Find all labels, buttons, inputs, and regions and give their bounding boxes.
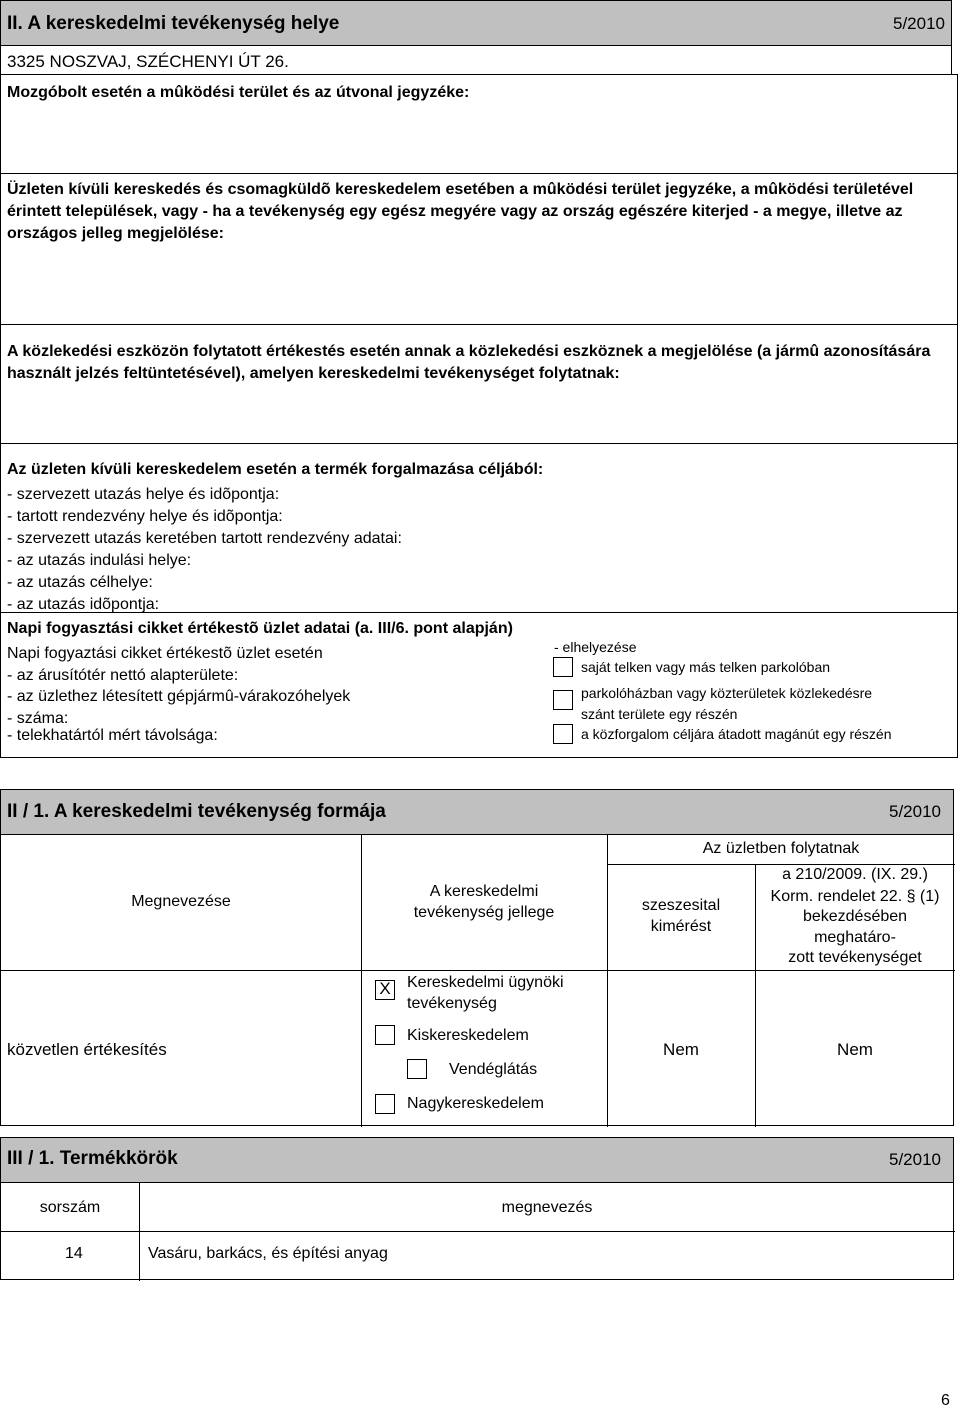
outside-trade-label: Üzleten kívüli kereskedés és csomagküldõ kereskedelem esetében a mûködési terület jegyzéke, a mûködési területével érintett települések, vagy - ha a tevékenység egy egész megyére vagy az ország egészére kiterjed - a megye, illetve az országos jelleg megjelölése: bbox=[7, 181, 914, 242]
header-body-divider bbox=[1, 1231, 955, 1232]
placement-option-label: parkolóházban vagy közterületek közlekedésre bbox=[581, 685, 873, 701]
purpose-box bbox=[0, 443, 958, 613]
col-header-name: Megnevezése bbox=[131, 893, 231, 910]
daily-goods-item: - telekhatártól mért távolsága: bbox=[7, 727, 218, 744]
nature-option-label: Kereskedelmi ügynöki bbox=[407, 974, 564, 991]
address-row bbox=[0, 45, 952, 75]
purpose-item: - szervezett utazás keretében tartott rendezvény adatai: bbox=[7, 530, 402, 547]
purpose-item: - szervezett utazás helye és idõpontja: bbox=[7, 486, 280, 503]
daily-goods-item: - száma: bbox=[7, 710, 69, 727]
daily-goods-box bbox=[0, 612, 958, 758]
nature-checkbox-retail[interactable] bbox=[375, 1025, 395, 1045]
product-row-name: Vasáru, barkács, és építési anyag bbox=[148, 1245, 388, 1262]
section-iii1-code: 5/2010 bbox=[889, 1150, 941, 1169]
col-header-other: a 210/2009. (IX. 29.) bbox=[782, 866, 928, 883]
col-header-other: zott tevékenységet bbox=[788, 949, 922, 966]
col-header-no: sorszám bbox=[39, 1199, 101, 1216]
placement-checkbox-private-road[interactable] bbox=[553, 724, 573, 744]
col-header-nature: A kereskedelmi bbox=[429, 883, 539, 900]
placement-checkbox-garage[interactable] bbox=[553, 690, 573, 710]
section-ii-code: 5/2010 bbox=[893, 14, 945, 33]
purpose-item: - az utazás idõpontja: bbox=[7, 596, 160, 613]
placement-option-label: szánt területe egy részén bbox=[581, 706, 738, 722]
other-activity-value: Nem bbox=[837, 1040, 873, 1059]
section-ii-title: II. A kereskedelmi tevékenység helye bbox=[7, 13, 340, 34]
nature-option-label: Nagykereskedelem bbox=[407, 1095, 544, 1112]
placement-label: - elhelyezése bbox=[554, 639, 637, 655]
nature-option-label: Vendéglátás bbox=[449, 1061, 538, 1078]
placement-option-label: a közforgalom céljára átadott magánút egy részén bbox=[581, 726, 892, 742]
col-header-other: bekezdésében bbox=[802, 908, 908, 925]
placement-option-label: saját telken vagy más telken parkolóban bbox=[581, 659, 831, 675]
placement-checkbox-own-lot[interactable] bbox=[553, 657, 573, 677]
address-value: 3325 NOSZVAJ, SZÉCHENYI ÚT 26. bbox=[7, 52, 289, 71]
purpose-title: Az üzleten kívüli kereskedelem esetén a termék forgalmazása céljából: bbox=[7, 461, 544, 478]
daily-goods-title: Napi fogyasztási cikket értékestõ üzlet adatai (a. III/6. pont alapján) bbox=[7, 620, 513, 637]
product-row-no: 14 bbox=[65, 1245, 83, 1262]
col-header-group: Az üzletben folytatnak bbox=[702, 840, 860, 857]
section-ii1-code: 5/2010 bbox=[889, 802, 941, 821]
section-iii1-header bbox=[0, 1137, 954, 1183]
col-header-other: meghatáro- bbox=[814, 929, 896, 946]
section-ii-header bbox=[0, 0, 952, 46]
row-name: közvetlen értékesítés bbox=[7, 1040, 167, 1059]
header-body-divider bbox=[1, 970, 955, 971]
activity-form-table bbox=[0, 834, 954, 1126]
col-header-alcohol: kimérést bbox=[650, 918, 712, 935]
alcohol-value: Nem bbox=[663, 1040, 699, 1059]
column-divider bbox=[607, 835, 608, 1127]
product-groups-table bbox=[0, 1182, 954, 1280]
nature-checkbox-catering[interactable] bbox=[407, 1059, 427, 1079]
nature-option-label: Kiskereskedelem bbox=[407, 1027, 529, 1044]
vehicle-box bbox=[0, 324, 958, 444]
section-ii1-title: II / 1. A kereskedelmi tevékenység formája bbox=[7, 801, 386, 822]
col-header-other: Korm. rendelet 22. § (1) bbox=[770, 888, 940, 905]
col-header-alcohol: szeszesital bbox=[641, 897, 721, 914]
nature-checkbox-wholesale[interactable] bbox=[375, 1094, 395, 1114]
purpose-item: - az utazás indulási helye: bbox=[7, 552, 192, 569]
section-ii1-header bbox=[0, 789, 954, 835]
daily-goods-item: - az árusítótér nettó alapterülete: bbox=[7, 667, 239, 684]
purpose-item: - az utazás célhelye: bbox=[7, 574, 153, 591]
purpose-item: - tartott rendezvény helye és idõpontja: bbox=[7, 508, 283, 525]
nature-checkbox-agent[interactable]: X bbox=[375, 980, 395, 1000]
col-header-nature: tevékenység jellege bbox=[413, 904, 555, 921]
daily-goods-item: - az üzlethez létesített gépjármû-várakozóhelyek bbox=[7, 688, 351, 705]
page-number: 6 bbox=[941, 1392, 950, 1409]
col-header-product: megnevezés bbox=[501, 1199, 593, 1216]
mobile-shop-box bbox=[0, 74, 958, 174]
mobile-shop-label: Mozgóbolt esetén a mûködési terület és az útvonal jegyzéke: bbox=[7, 84, 470, 101]
vehicle-label: A közlekedési eszközön folytatott értékestés esetén annak a közlekedési eszköznek a megjelölése (a jármû azonosítására használt jelzés feltüntetésével), amelyen kereskedelmi tevékenységet folytatnak: bbox=[7, 343, 931, 382]
column-divider bbox=[361, 835, 362, 1127]
outside-trade-box bbox=[0, 173, 958, 325]
daily-goods-item: Napi fogyaztási cikket értékestõ üzlet esetén bbox=[7, 645, 323, 662]
section-iii1-title: III / 1. Termékkörök bbox=[7, 1148, 178, 1169]
nature-option-label: tevékenység bbox=[407, 995, 497, 1012]
